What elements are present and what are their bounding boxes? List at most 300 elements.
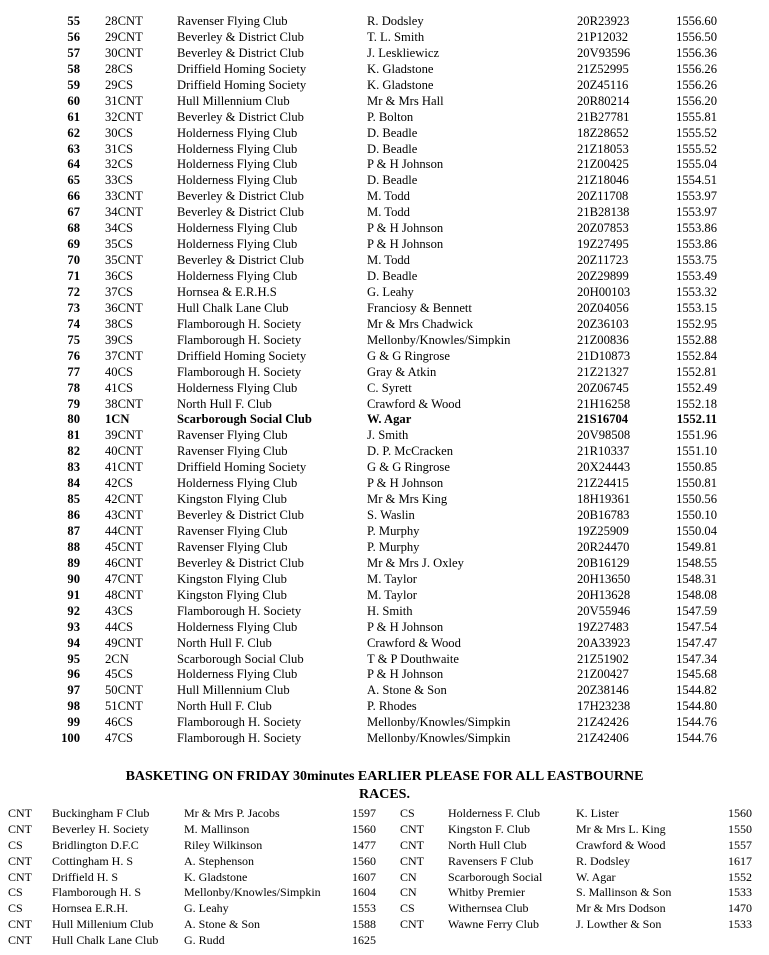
result-club: Driffield Homing Society xyxy=(177,61,307,76)
result-velocity: 1555.04 xyxy=(676,157,717,172)
result-code: 28CS xyxy=(105,61,133,76)
club-type: CN xyxy=(400,885,417,900)
result-fancier: J. Leskliewicz xyxy=(367,45,440,60)
winner-velocity: 1617 xyxy=(728,853,752,868)
result-position: 84 xyxy=(67,476,80,491)
result-position: 80 xyxy=(67,412,80,427)
result-club: Hull Chalk Lane Club xyxy=(177,300,289,315)
table-row xyxy=(0,508,769,524)
result-position: 82 xyxy=(67,444,80,459)
club-name: Scarborough Social xyxy=(448,869,543,884)
result-velocity: 1553.49 xyxy=(676,269,717,283)
result-code: 49CNT xyxy=(105,635,143,650)
result-fancier: M. Taylor xyxy=(367,571,417,586)
list-item xyxy=(0,854,380,870)
table-row xyxy=(0,189,769,205)
result-position: 72 xyxy=(67,284,80,299)
club-type: CNT xyxy=(8,853,32,868)
result-fancier: P & H Johnson xyxy=(367,237,444,252)
result-code: 32CNT xyxy=(105,109,143,124)
result-ring-number: 20R24470 xyxy=(577,539,630,554)
list-item xyxy=(0,917,380,933)
result-fancier: G. Leahy xyxy=(367,284,414,299)
result-ring-number: 21Z00427 xyxy=(577,667,629,682)
result-ring-number: 20V55946 xyxy=(577,603,631,618)
result-velocity: 1552.88 xyxy=(676,332,717,347)
result-velocity: 1556.20 xyxy=(676,93,717,108)
result-club: Hornsea & E.R.H.S xyxy=(177,284,277,299)
result-velocity: 1549.81 xyxy=(676,539,717,554)
result-velocity: 1555.52 xyxy=(676,125,717,140)
list-item xyxy=(0,933,380,949)
winner-velocity: 1560 xyxy=(352,853,376,868)
result-position: 87 xyxy=(67,524,80,538)
result-position: 91 xyxy=(67,587,80,602)
club-type: CNT xyxy=(400,917,424,932)
winner-velocity: 1553 xyxy=(352,901,376,916)
result-ring-number: 20Z36103 xyxy=(577,316,629,331)
result-club: Flamborough H. Society xyxy=(177,715,302,730)
result-club: Scarborough Social Club xyxy=(177,412,312,427)
list-item xyxy=(398,822,758,838)
list-item xyxy=(398,901,758,917)
list-item xyxy=(398,806,758,822)
result-code: 28CNT xyxy=(105,14,143,28)
table-row xyxy=(0,620,769,636)
result-fancier: T & P Douthwaite xyxy=(367,651,459,666)
result-ring-number: 21Z21327 xyxy=(577,364,629,379)
result-velocity: 1551.96 xyxy=(676,428,717,443)
result-fancier: P & H Johnson xyxy=(367,619,444,634)
table-row xyxy=(0,604,769,620)
result-ring-number: 20Z11723 xyxy=(577,253,629,268)
winner-name: A. Stone & Son xyxy=(184,917,261,932)
result-velocity: 1556.26 xyxy=(676,77,717,92)
result-position: 86 xyxy=(67,508,80,523)
result-club: Flamborough H. Society xyxy=(177,731,302,746)
result-fancier: J. Smith xyxy=(367,428,409,443)
result-club: Kingston Flying Club xyxy=(177,587,287,602)
result-code: 46CS xyxy=(105,715,133,730)
result-velocity: 1556.50 xyxy=(676,29,717,44)
result-code: 42CS xyxy=(105,476,133,491)
result-position: 62 xyxy=(67,125,80,140)
winner-name: Mr & Mrs P. Jacobs xyxy=(184,806,280,820)
table-row xyxy=(0,412,769,428)
result-velocity: 1552.49 xyxy=(676,380,717,395)
result-club: Ravenser Flying Club xyxy=(177,539,288,554)
result-fancier: Mr & Mrs King xyxy=(367,492,448,507)
result-velocity: 1544.80 xyxy=(676,699,717,714)
result-fancier: W. Agar xyxy=(367,412,412,427)
result-fancier: Crawford & Wood xyxy=(367,635,461,650)
result-velocity: 1548.55 xyxy=(676,555,717,570)
club-name: Bridlington D.F.C xyxy=(52,837,139,852)
winner-name: W. Agar xyxy=(576,869,616,884)
result-ring-number: 20V93596 xyxy=(577,45,631,60)
result-club: Kingston Flying Club xyxy=(177,571,287,586)
result-club: Flamborough H. Society xyxy=(177,603,302,618)
result-fancier: M. Taylor xyxy=(367,587,417,602)
table-row xyxy=(0,205,769,221)
result-ring-number: 21R10337 xyxy=(577,444,630,459)
list-item xyxy=(0,822,380,838)
result-position: 94 xyxy=(67,635,80,650)
result-fancier: Mellonby/Knowles/Simpkin xyxy=(367,332,511,347)
result-fancier: P. Bolton xyxy=(367,109,414,124)
result-ring-number: 20Z06745 xyxy=(577,380,629,395)
club-name: Hull Chalk Lane Club xyxy=(52,933,159,948)
list-item xyxy=(398,885,758,901)
result-fancier: Crawford & Wood xyxy=(367,396,461,411)
result-fancier: P & H Johnson xyxy=(367,157,444,172)
table-row xyxy=(0,636,769,652)
club-name: Wawne Ferry Club xyxy=(448,917,540,932)
result-velocity: 1552.84 xyxy=(676,348,717,363)
result-ring-number: 20V98508 xyxy=(577,428,631,443)
table-row xyxy=(0,397,769,413)
result-fancier: D. P. McCracken xyxy=(367,444,454,459)
result-code: 34CNT xyxy=(105,205,143,220)
table-row xyxy=(0,460,769,476)
winner-name: Mr & Mrs L. King xyxy=(576,821,666,836)
result-velocity: 1544.76 xyxy=(676,731,717,746)
result-velocity: 1547.34 xyxy=(676,651,717,666)
result-club: Ravenser Flying Club xyxy=(177,14,288,28)
winner-name: J. Lowther & Son xyxy=(576,917,662,932)
result-velocity: 1545.68 xyxy=(676,667,717,682)
result-ring-number: 21B28138 xyxy=(577,205,630,220)
result-code: 47CNT xyxy=(105,571,143,586)
result-club: Ravenser Flying Club xyxy=(177,428,288,443)
result-velocity: 1544.82 xyxy=(676,683,717,698)
club-type: CN xyxy=(400,869,417,884)
result-position: 90 xyxy=(67,571,80,586)
winner-velocity: 1477 xyxy=(352,837,376,852)
result-club: Driffield Homing Society xyxy=(177,348,307,363)
result-code: 2CN xyxy=(105,651,129,666)
result-code: 32CS xyxy=(105,157,133,172)
result-velocity: 1547.59 xyxy=(676,603,717,618)
club-type: CNT xyxy=(8,917,32,932)
result-club: Hull Millennium Club xyxy=(177,93,290,108)
table-row xyxy=(0,667,769,683)
winner-name: M. Mallinson xyxy=(184,821,250,836)
result-position: 70 xyxy=(67,253,80,268)
result-fancier: C. Syrett xyxy=(367,380,412,395)
list-item xyxy=(0,870,380,886)
result-club: Holderness Flying Club xyxy=(177,173,298,188)
club-name: Holderness F. Club xyxy=(448,806,541,820)
table-row xyxy=(0,62,769,78)
result-club: Beverley & District Club xyxy=(177,189,304,204)
winner-name: G. Leahy xyxy=(184,901,229,916)
basketing-notice xyxy=(0,768,769,804)
result-fancier: Mellonby/Knowles/Simpkin xyxy=(367,731,511,746)
result-ring-number: 21S16704 xyxy=(577,412,629,427)
result-ring-number: 20B16783 xyxy=(577,508,630,523)
result-position: 97 xyxy=(67,683,80,698)
winner-velocity: 1588 xyxy=(352,917,376,932)
table-row xyxy=(0,652,769,668)
winner-velocity: 1533 xyxy=(728,917,752,932)
result-code: 31CNT xyxy=(105,93,143,108)
result-fancier: Gray & Atkin xyxy=(367,364,437,379)
result-club: Beverley & District Club xyxy=(177,555,304,570)
result-code: 33CNT xyxy=(105,189,143,204)
result-ring-number: 20A33923 xyxy=(577,635,631,650)
table-row xyxy=(0,317,769,333)
winner-velocity: 1597 xyxy=(352,806,376,820)
result-fancier: Mr & Mrs J. Oxley xyxy=(367,555,464,570)
club-name: Buckingham F Club xyxy=(52,806,150,820)
result-fancier: A. Stone & Son xyxy=(367,683,447,698)
result-ring-number: 21Z52995 xyxy=(577,61,629,76)
result-fancier: P. Murphy xyxy=(367,539,420,554)
result-club: Holderness Flying Club xyxy=(177,476,298,491)
result-ring-number: 19Z25909 xyxy=(577,524,629,538)
table-row xyxy=(0,301,769,317)
result-ring-number: 19Z27483 xyxy=(577,619,629,634)
result-club: Driffield Homing Society xyxy=(177,77,307,92)
list-item xyxy=(0,885,380,901)
result-ring-number: 20B16129 xyxy=(577,555,630,570)
result-ring-number: 20H00103 xyxy=(577,284,631,299)
winner-name: K. Lister xyxy=(576,806,619,820)
result-velocity: 1555.81 xyxy=(676,109,717,124)
result-code: 36CNT xyxy=(105,300,143,315)
result-position: 100 xyxy=(61,731,80,746)
result-position: 89 xyxy=(67,555,80,570)
notice-line-1: BASKETING ON FRIDAY 30minutes EARLIER PLEASE FOR ALL EASTBOURNE xyxy=(125,769,644,784)
result-club: Holderness Flying Club xyxy=(177,157,298,172)
table-row xyxy=(0,524,769,540)
table-row xyxy=(0,157,769,173)
winner-name: Riley Wilkinson xyxy=(184,837,263,852)
result-position: 99 xyxy=(67,715,80,730)
result-club: Holderness Flying Club xyxy=(177,269,298,283)
table-row xyxy=(0,173,769,189)
table-row xyxy=(0,381,769,397)
result-club: Holderness Flying Club xyxy=(177,380,298,395)
club-type: CNT xyxy=(8,821,32,836)
result-club: Hull Millennium Club xyxy=(177,683,290,698)
result-position: 98 xyxy=(67,699,80,714)
result-velocity: 1553.75 xyxy=(676,253,717,268)
result-ring-number: 21Z18053 xyxy=(577,141,629,156)
club-type: CNT xyxy=(8,806,32,820)
list-item xyxy=(0,838,380,854)
club-name: Ravensers F Club xyxy=(448,853,534,868)
result-club: North Hull F. Club xyxy=(177,699,272,714)
result-position: 55 xyxy=(67,14,80,28)
table-row xyxy=(0,269,769,285)
result-velocity: 1553.97 xyxy=(676,189,717,204)
result-velocity: 1550.81 xyxy=(676,476,717,491)
result-code: 43CS xyxy=(105,603,133,618)
list-item xyxy=(398,870,758,886)
result-ring-number: 21P12032 xyxy=(577,29,629,44)
winner-velocity: 1560 xyxy=(352,821,376,836)
result-code: 38CS xyxy=(105,316,133,331)
result-code: 36CS xyxy=(105,269,133,283)
result-ring-number: 21Z18046 xyxy=(577,173,629,188)
result-fancier: D. Beadle xyxy=(367,141,418,156)
result-fancier: Franciosy & Bennett xyxy=(367,300,472,315)
result-velocity: 1548.08 xyxy=(676,587,717,602)
result-velocity: 1550.04 xyxy=(676,524,717,538)
club-winners-left-column xyxy=(0,806,380,949)
table-row xyxy=(0,365,769,381)
winner-velocity: 1604 xyxy=(352,885,376,900)
result-code: 29CS xyxy=(105,77,133,92)
result-code: 40CNT xyxy=(105,444,143,459)
notice-line-2: RACES. xyxy=(359,787,410,802)
club-name: Driffield H. S xyxy=(52,869,119,884)
result-ring-number: 18Z28652 xyxy=(577,125,629,140)
result-ring-number: 21H16258 xyxy=(577,396,631,411)
result-fancier: K. Gladstone xyxy=(367,77,434,92)
result-fancier: G & G Ringrose xyxy=(367,460,450,475)
result-fancier: P. Murphy xyxy=(367,524,420,538)
table-row xyxy=(0,142,769,158)
result-code: 47CS xyxy=(105,731,133,746)
table-row xyxy=(0,556,769,572)
result-velocity: 1553.86 xyxy=(676,237,717,252)
result-ring-number: 20Z29899 xyxy=(577,269,629,283)
result-position: 95 xyxy=(67,651,80,666)
result-code: 43CNT xyxy=(105,508,143,523)
result-code: 45CNT xyxy=(105,539,143,554)
result-club: Flamborough H. Society xyxy=(177,316,302,331)
table-row xyxy=(0,253,769,269)
result-ring-number: 21Z00836 xyxy=(577,332,629,347)
club-name: Kingston F. Club xyxy=(448,821,531,836)
result-velocity: 1544.76 xyxy=(676,715,717,730)
result-fancier: Mr & Mrs Hall xyxy=(367,93,444,108)
table-row xyxy=(0,683,769,699)
result-code: 40CS xyxy=(105,364,133,379)
club-type: CNT xyxy=(8,869,32,884)
result-position: 57 xyxy=(67,45,80,60)
result-fancier: P & H Johnson xyxy=(367,221,444,236)
result-club: Flamborough H. Society xyxy=(177,332,302,347)
result-ring-number: 20R23923 xyxy=(577,14,630,28)
table-row xyxy=(0,221,769,237)
result-fancier: G & G Ringrose xyxy=(367,348,450,363)
winner-velocity: 1607 xyxy=(352,869,376,884)
result-velocity: 1556.60 xyxy=(676,14,717,28)
result-position: 56 xyxy=(67,29,80,44)
result-code: 42CNT xyxy=(105,492,143,507)
result-club: Beverley & District Club xyxy=(177,45,304,60)
result-ring-number: 21Z51902 xyxy=(577,651,629,666)
result-code: 30CNT xyxy=(105,45,143,60)
result-fancier: K. Gladstone xyxy=(367,61,434,76)
result-club: Ravenser Flying Club xyxy=(177,444,288,459)
result-velocity: 1548.31 xyxy=(676,571,717,586)
club-type: CS xyxy=(8,901,23,916)
result-velocity: 1556.26 xyxy=(676,61,717,76)
winner-name: Mellonby/Knowles/Simpkin xyxy=(184,885,321,900)
result-velocity: 1550.85 xyxy=(676,460,717,475)
club-type: CNT xyxy=(8,933,32,948)
result-velocity: 1553.32 xyxy=(676,284,717,299)
result-fancier: D. Beadle xyxy=(367,125,418,140)
table-row xyxy=(0,428,769,444)
result-position: 65 xyxy=(67,173,80,188)
club-name: Withernsea Club xyxy=(448,901,529,916)
result-velocity: 1551.10 xyxy=(676,444,717,459)
result-position: 78 xyxy=(67,380,80,395)
result-position: 96 xyxy=(67,667,80,682)
table-row xyxy=(0,699,769,715)
result-position: 58 xyxy=(67,61,80,76)
list-item xyxy=(0,806,380,822)
result-code: 48CNT xyxy=(105,587,143,602)
result-code: 41CS xyxy=(105,380,133,395)
table-row xyxy=(0,237,769,253)
result-code: 39CS xyxy=(105,332,133,347)
result-position: 67 xyxy=(67,205,80,220)
club-type: CS xyxy=(8,885,23,900)
result-fancier: P. Rhodes xyxy=(367,699,417,714)
result-ring-number: 20H13628 xyxy=(577,587,631,602)
result-club: Kingston Flying Club xyxy=(177,492,287,507)
result-code: 1CN xyxy=(105,412,130,427)
result-position: 59 xyxy=(67,77,80,92)
result-club: Beverley & District Club xyxy=(177,253,304,268)
winner-name: Crawford & Wood xyxy=(576,837,666,852)
result-ring-number: 20Z04056 xyxy=(577,300,629,315)
winner-velocity: 1552 xyxy=(728,869,752,884)
result-club: Beverley & District Club xyxy=(177,29,304,44)
result-position: 73 xyxy=(67,300,80,315)
table-row xyxy=(0,333,769,349)
club-type: CS xyxy=(8,837,23,852)
result-club: Holderness Flying Club xyxy=(177,125,298,140)
result-code: 35CS xyxy=(105,237,133,252)
club-name: North Hull Club xyxy=(448,837,527,852)
result-ring-number: 21Z42406 xyxy=(577,731,629,746)
table-row xyxy=(0,349,769,365)
club-type: CNT xyxy=(400,853,424,868)
result-code: 44CS xyxy=(105,619,133,634)
result-club: Beverley & District Club xyxy=(177,205,304,220)
winner-velocity: 1560 xyxy=(728,806,752,820)
result-position: 61 xyxy=(67,109,80,124)
result-position: 68 xyxy=(67,221,80,236)
result-position: 64 xyxy=(67,157,80,172)
club-name: Flamborough H. S xyxy=(52,885,142,900)
result-code: 30CS xyxy=(105,125,133,140)
result-fancier: M. Todd xyxy=(367,205,410,220)
result-position: 71 xyxy=(67,269,80,283)
result-velocity: 1552.81 xyxy=(676,364,717,379)
result-fancier: P & H Johnson xyxy=(367,476,444,491)
result-fancier: T. L. Smith xyxy=(367,29,425,44)
winner-name: G. Rudd xyxy=(184,933,225,948)
result-club: Flamborough H. Society xyxy=(177,364,302,379)
result-code: 31CS xyxy=(105,141,133,156)
winner-velocity: 1557 xyxy=(728,837,752,852)
club-name: Hornsea E.R.H. xyxy=(52,901,128,916)
result-code: 39CNT xyxy=(105,428,143,443)
result-code: 37CS xyxy=(105,284,133,299)
result-club: Holderness Flying Club xyxy=(177,619,298,634)
result-velocity: 1555.52 xyxy=(676,141,717,156)
table-row xyxy=(0,731,769,747)
